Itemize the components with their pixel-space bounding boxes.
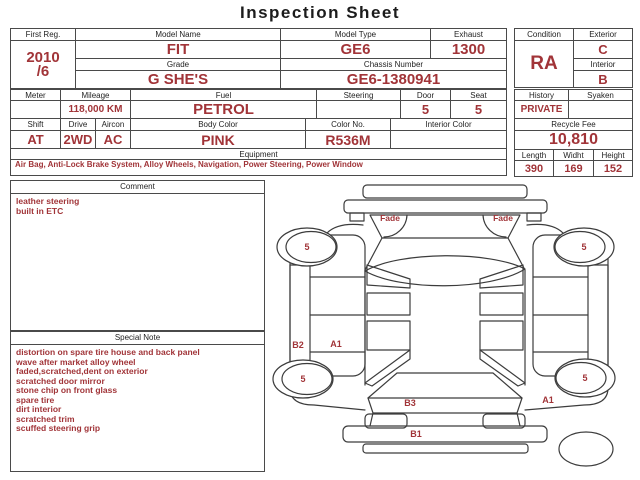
right-fender-line <box>527 224 563 233</box>
syaken-label: Syaken <box>569 90 633 101</box>
special-note-header: Special Note <box>11 332 264 345</box>
left-front-door-inner <box>367 293 410 315</box>
fuel-label: Fuel <box>131 90 317 101</box>
special-note-line: dirt interior <box>16 404 62 414</box>
aircon-label: Aircon <box>96 119 131 131</box>
front-bumper <box>344 200 547 213</box>
steering-value <box>317 101 401 119</box>
comment-header: Comment <box>11 181 264 194</box>
condition-table <box>514 28 633 88</box>
length-label: Length <box>515 150 554 161</box>
body-color-value: PINK <box>131 131 306 149</box>
history-value: PRIVATE <box>515 101 569 119</box>
front-bumper-tab-left <box>350 213 364 221</box>
model-type-value: GE6 <box>281 41 431 59</box>
shift-value: AT <box>11 131 61 149</box>
door-label: Door <box>401 90 451 101</box>
left-front-window <box>367 265 410 288</box>
roof-windshield <box>365 256 525 286</box>
special-note-line: scratched trim <box>16 413 75 424</box>
right-door-dividers <box>533 277 588 352</box>
equipment-label: Equipment <box>11 149 507 160</box>
page-title: Inspection Sheet <box>239 3 401 22</box>
special-note-line: scuffed steering grip <box>16 423 101 433</box>
trunk-panel <box>368 398 522 413</box>
first-reg-month: /6 <box>36 62 50 80</box>
special-note-body <box>11 345 264 434</box>
left-fender-line <box>327 224 363 233</box>
spec-table <box>10 89 507 176</box>
history-label: History <box>515 90 569 101</box>
seat-label: Seat <box>451 90 507 101</box>
first-reg-year: 2010 <box>26 48 60 66</box>
special-note-line: spare tire <box>16 394 55 405</box>
first-reg-label: First Reg. <box>11 29 76 41</box>
first-reg-value <box>11 41 76 89</box>
special-note-line: wave after market alloy wheel <box>16 356 136 367</box>
left-rocker-panel <box>290 265 310 375</box>
condition-value: RA <box>515 41 574 88</box>
front-bumper-tab-right <box>527 213 541 221</box>
special-note-line: faded,scratched,dent on exterior <box>16 366 148 376</box>
recycle-fee-label: Recycle Fee <box>515 119 633 131</box>
model-name-value: FIT <box>76 41 281 59</box>
special-note-line: scratched door mirror <box>16 375 105 386</box>
grade-label: Grade <box>76 59 281 71</box>
widht-value: 169 <box>554 161 594 177</box>
rear-bumper-strip <box>363 444 528 453</box>
damage-mark-a1-left: A1 <box>330 339 342 349</box>
interior-value: B <box>574 71 633 88</box>
widht-label: Widht <box>554 150 594 161</box>
damage-mark-b3: B3 <box>404 398 416 408</box>
height-value: 152 <box>594 161 633 177</box>
damage-mark-b2: B2 <box>292 340 304 350</box>
damage-mark-a1-right: A1 <box>542 395 554 405</box>
left-rear-door-inner <box>367 321 410 350</box>
damage-mark-fade-left: Fade <box>380 213 400 223</box>
height-label: Height <box>594 150 633 161</box>
damage-mark-wheel-rear-right: 5 <box>582 373 588 383</box>
exhaust-label: Exhaust <box>431 29 507 41</box>
trunk-side-lines <box>370 413 520 426</box>
comment-body <box>11 194 264 216</box>
color-no-label: Color No. <box>306 119 391 131</box>
exterior-value: C <box>574 41 633 59</box>
steering-label: Steering <box>317 90 401 101</box>
aircon-value: AC <box>96 131 131 149</box>
damage-mark-wheel-front-left: 5 <box>304 242 310 252</box>
history-table <box>514 89 633 177</box>
grade-value: G SHE'S <box>76 71 281 89</box>
front-bumper-strip <box>363 185 527 198</box>
mileage-value: 118,000 KM <box>61 101 131 119</box>
color-no-value: R536M <box>306 131 391 149</box>
seat-value: 5 <box>451 101 507 119</box>
chassis-number-label: Chassis Number <box>281 59 507 71</box>
rear-window <box>368 373 522 398</box>
damage-mark-fade-right: Fade <box>493 213 513 223</box>
door-value: 5 <box>401 101 451 119</box>
meter-value <box>11 101 61 119</box>
damage-mark-wheel-rear-left: 5 <box>300 374 306 384</box>
fuel-value: PETROL <box>131 101 317 119</box>
right-front-window <box>480 265 523 288</box>
comment-box <box>10 180 265 331</box>
length-value: 390 <box>515 161 554 177</box>
vehicle-identity-table <box>10 28 507 89</box>
recycle-fee-value: 10,810 <box>515 131 633 150</box>
condition-label: Condition <box>515 29 574 41</box>
syaken-value <box>569 101 633 119</box>
model-type-label: Model Type <box>281 29 431 41</box>
damage-mark-b1: B1 <box>410 429 422 439</box>
damage-mark-wheel-front-right: 5 <box>581 242 587 252</box>
spare-tire <box>559 432 613 466</box>
exhaust-value: 1300 <box>431 41 507 59</box>
body-color-label: Body Color <box>131 119 306 131</box>
special-note-line: distortion on spare tire house and back panel <box>16 347 200 357</box>
equipment-value <box>11 160 507 176</box>
drive-label: Drive <box>61 119 96 131</box>
interior-color-label: Interior Color <box>391 119 507 131</box>
comment-line: built in ETC <box>16 205 64 216</box>
car-diagram-panel <box>270 180 638 478</box>
equipment-text: Air Bag, Anti-Lock Brake System, Alloy Wheels, Navigation, Power Steering, Power Window <box>15 160 363 169</box>
mileage-label: Mileage <box>61 90 131 101</box>
drive-value: 2WD <box>61 131 96 149</box>
comment-line: leather steering <box>16 196 80 206</box>
car-diagram <box>270 180 638 478</box>
shift-label: Shift <box>11 119 61 131</box>
meter-label: Meter <box>11 90 61 101</box>
interior-color-value <box>391 131 507 149</box>
exterior-label: Exterior <box>574 29 633 41</box>
right-rocker-panel <box>588 265 608 375</box>
right-rear-door-inner <box>480 321 523 350</box>
interior-label: Interior <box>574 59 633 71</box>
special-note-line: stone chip on front glass <box>16 385 118 395</box>
model-name-label: Model Name <box>76 29 281 41</box>
chassis-number-value: GE6-1380941 <box>281 71 507 89</box>
special-note-box <box>10 331 265 472</box>
right-front-door-inner <box>480 293 523 315</box>
